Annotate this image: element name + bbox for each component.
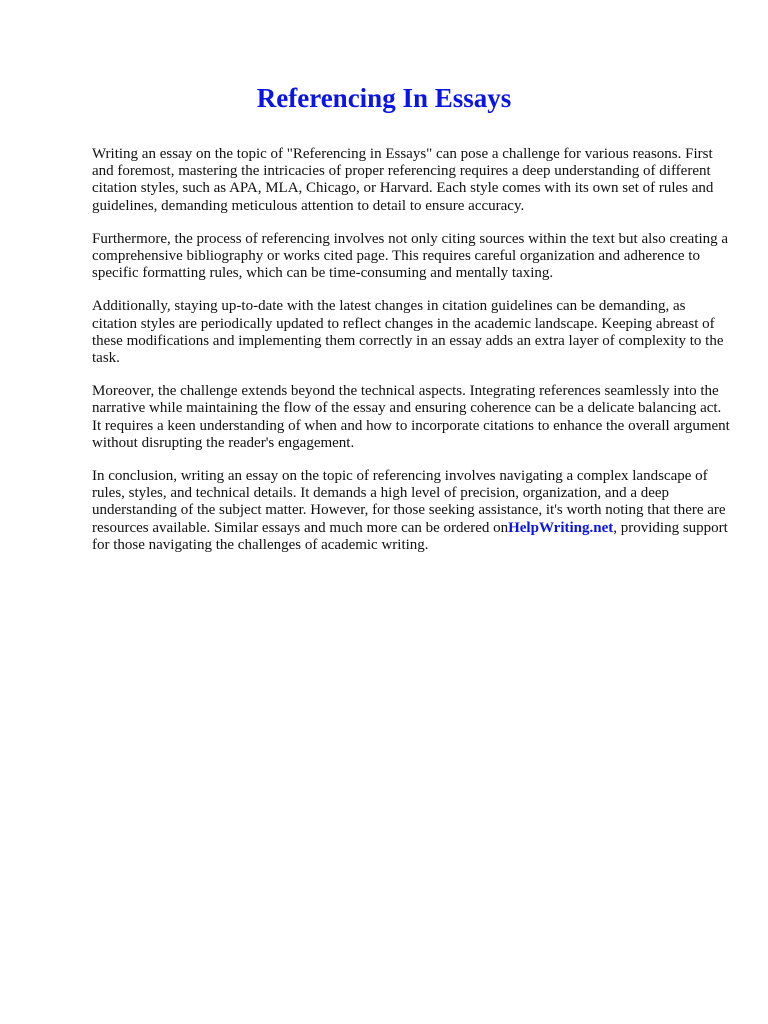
helpwriting-link[interactable]: HelpWriting.net	[508, 519, 614, 536]
paragraph-3: Additionally, staying up-to-date with the latest changes in citation guidelines can be demanding, as citation styles are periodically updated to reflect changes in the academic landscape. Keeping abreast of these modifications and implementing them correctly in an essay adds an extra layer of complexity to the task.	[92, 298, 724, 367]
paragraph-4: Moreover, the challenge extends beyond the technical aspects. Integrating references seamlessly into the narrative while maintaining the flow of the essay and ensuring coherence can be a delicate balancing act. It requires a keen understanding of when and how to incorporate citations to enhance the overall argument without disrupting the reader's engagement.	[92, 383, 730, 451]
paragraph-conclusion	[92, 468, 732, 554]
essay-body	[92, 146, 732, 570]
conclusion-text-end: , providing support for those navigating the challenges of academic writing.	[92, 519, 728, 553]
conclusion-text: In conclusion, writing an essay on the topic of referencing involves navigating a complex landscape of rules, styles, and technical details. It demands a high level of precision, organization, and a deep understanding of the subject matter. However, for those seeking assistance, it's worth noting that there are resources available. Similar essays and much more can be ordered on	[92, 468, 726, 536]
page-title: Referencing In Essays	[256, 83, 512, 113]
paragraph-2: Furthermore, the process of referencing involves not only citing sources within the text but also creating a comprehensive bibliography or works cited page. This requires careful organization and adherence to specific formatting rules, which can be time-consuming and mentally taxing.	[92, 230, 729, 282]
paragraph-1: Writing an essay on the topic of "Referencing in Essays" can pose a challenge for various reasons. First and foremost, mastering the intricacies of proper referencing requires a deep understanding of different citation styles, such as APA, MLA, Chicago, or Harvard. Each style comes with its own set of rules and guidelines, demanding meticulous attention to detail to ensure accuracy.	[92, 146, 714, 214]
